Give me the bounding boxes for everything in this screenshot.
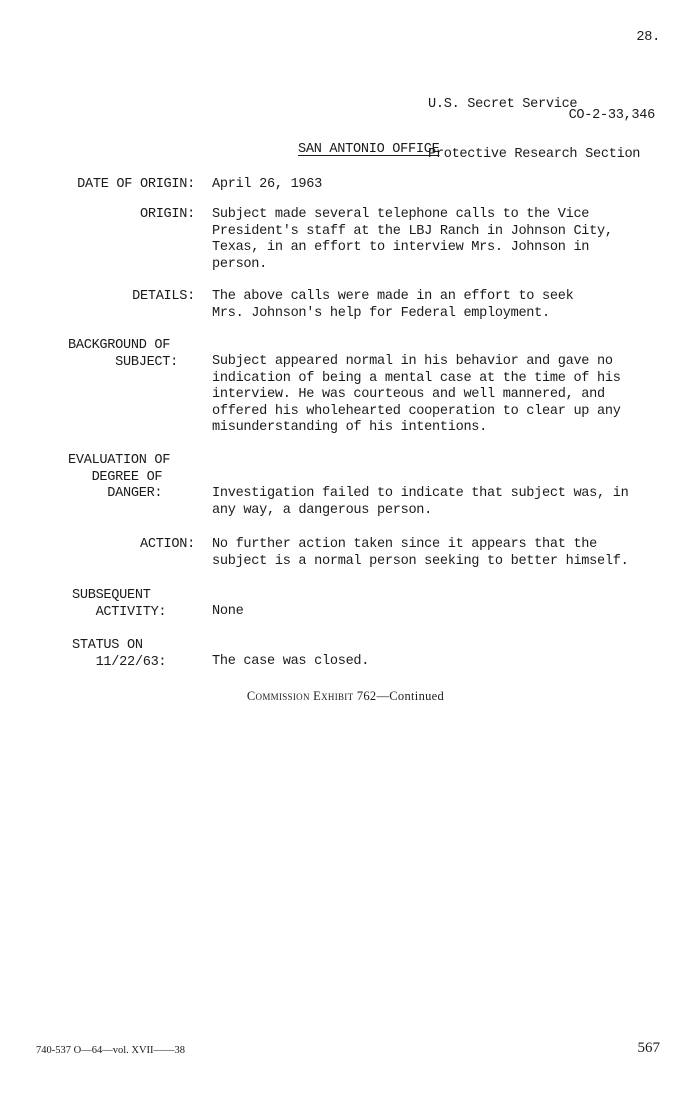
field-label-details: DETAILS: <box>132 289 195 304</box>
field-value-background-of-subject: Subject appeared normal in his behavior and gave no indication of being a mental case at the time of his interview. He was courteous and well mannered, and offered his wholehearted cooperation to clear up any misunderstanding of his intentions. <box>212 354 621 435</box>
office-title: SAN ANTONIO OFFICE <box>298 142 440 157</box>
field-value-details: The above calls were made in an effort to seek Mrs. Johnson's help for Federal employment. <box>212 289 574 321</box>
field-label-status: STATUS ON 11/22/63: <box>72 638 167 670</box>
field-value-action: No further action taken since it appears that the subject is a normal person seeking to better himself. <box>212 537 629 569</box>
exhibit-suffix: —Continued <box>376 689 445 703</box>
footer-page-number: 567 <box>637 1040 660 1056</box>
footer-print-code: 740-537 O—64—vol. XVII——38 <box>36 1045 186 1056</box>
field-value-subsequent-activity: None <box>212 604 244 619</box>
field-label-action: ACTION: <box>139 537 195 552</box>
field-label-subsequent-activity: SUBSEQUENT ACTIVITY: <box>72 588 167 620</box>
field-label-origin: ORIGIN: <box>139 207 195 222</box>
field-value-evaluation-of-danger: Investigation failed to indicate that subject was, in any way, a dangerous person. <box>212 486 629 518</box>
case-number: CO-2-33,346 <box>568 108 655 123</box>
field-label-date-of-origin: DATE OF ORIGIN: <box>77 177 195 192</box>
field-label-evaluation-of-danger: EVALUATION OF DEGREE OF DANGER: <box>68 453 171 501</box>
field-value-origin: Subject made several telephone calls to the Vice President's staff at the LBJ Ranch in Johnson City, Texas, in an effort to interview Mrs. Johnson in person. <box>212 207 613 272</box>
agency-line-1: U.S. Secret Service <box>428 97 578 112</box>
exhibit-caption <box>0 689 691 704</box>
exhibit-name: Commission Exhibit 762 <box>246 689 377 703</box>
field-value-status: The case was closed. <box>212 654 370 669</box>
agency-line-2: Protective Research Section <box>428 146 641 162</box>
page-number: 28. <box>636 30 660 45</box>
field-label-background-of-subject: BACKGROUND OF SUBJECT: <box>68 338 179 370</box>
field-value-date-of-origin: April 26, 1963 <box>212 177 323 192</box>
